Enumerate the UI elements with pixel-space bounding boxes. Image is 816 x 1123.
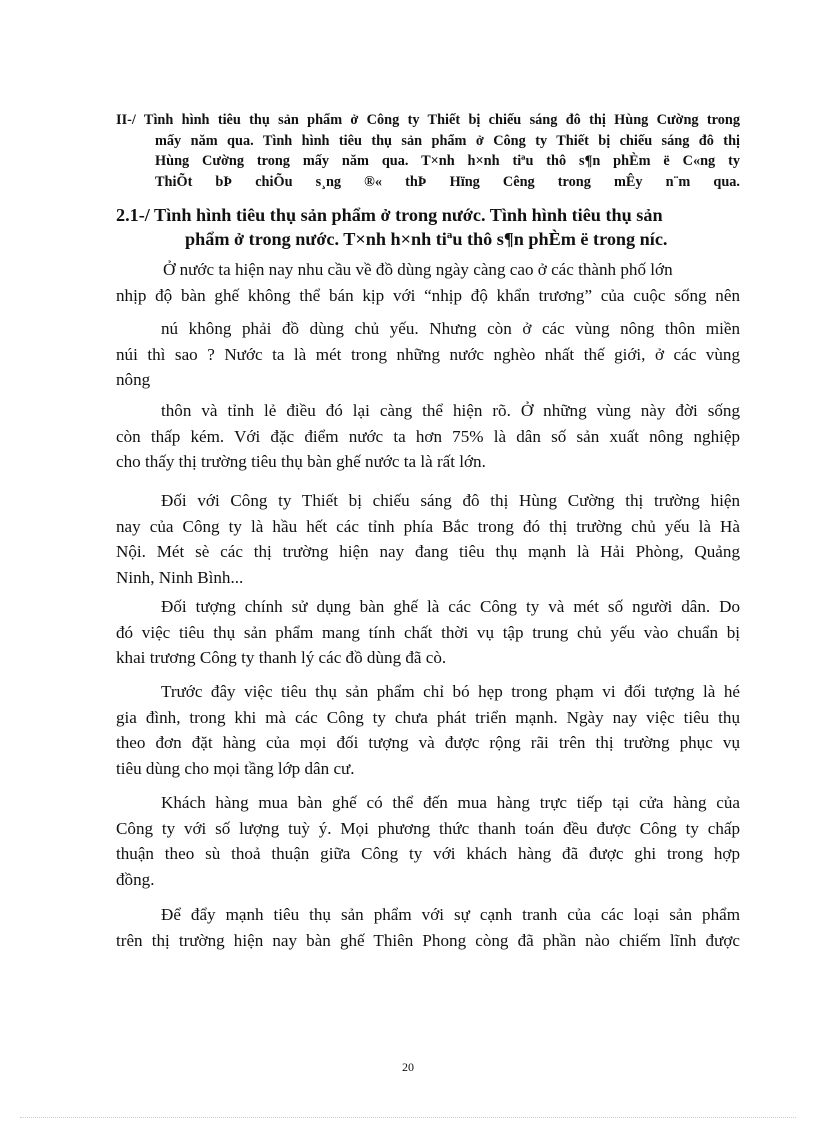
subsection-heading-line: phẩm ở trong nước. T×nh h×nh tiªu thô s¶n phÈm ë trong níc. [185,229,668,249]
section-heading-line: ThiÕt bÞ chiÕu s¸ng ®« thÞ Hïng Cêng trong mÊy n¨m qua. [155,173,740,190]
section-heading-line: II-/ Tình hình tiêu thụ sản phẩm ở Công ty Thiết bị chiếu sáng đô thị Hùng Cường trong [116,112,740,128]
paragraph-line: đó việc tiêu thụ sản phẩm mang tính chất thời vụ tập trung chủ yếu vào chuẩn bị [116,622,740,642]
paragraph [116,679,740,781]
page-number: 20 [402,1060,414,1074]
paragraph-line: thuận theo sù thoả thuận giữa Công ty với khách hàng đã được ghi trong hợp [116,844,740,863]
paragraph-line: khai trương Công ty thanh lý các đồ dùng đã cò. [116,648,447,667]
paragraph-line: nay của Công ty là hầu hết các tỉnh phía Bắc trong đó thị trường chủ yếu là Hà [116,516,740,536]
paragraph-line: Ở nước ta hiện nay nhu cầu về đồ dùng ngày càng cao ở các thành phố lớn [163,260,673,279]
paragraph [116,594,740,671]
paragraph-line: nhịp độ bàn ghế không thể bán kịp với “nhịp độ khẩn trương” của cuộc sống nên [116,285,740,305]
paragraph-line: cho thấy thị trường tiêu thụ bàn ghế nước ta là rất lớn. [116,452,486,471]
paragraph [116,316,740,393]
paragraph-line: thôn và tỉnh lẻ điều đó lại càng thể hiện rõ. Ở những vùng này đời sống [161,401,740,420]
paragraph-line: Khách hàng mua bàn ghế có thể đến mua hàng trực tiếp tại cửa hàng của [161,793,740,812]
paragraph [116,902,740,953]
section-heading-line: Hùng Cường trong mấy năm qua. T×nh h×nh tiªu thô s¶n phÈm ë C«ng ty [155,153,740,169]
paragraph [116,398,740,475]
paragraph-line: Đối với Công ty Thiết bị chiếu sáng đô thị Hùng Cường thị trường hiện [161,491,740,510]
paragraph-line: núi thì sao ? Nước ta là mét trong những nước nghèo nhất thế giới, ở các vùng [116,344,740,364]
paragraph-line: Nội. Mét sè các thị trường hiện nay đang tiêu thụ mạnh là Hải Phòng, Quảng [116,542,740,561]
paragraph-line: Đối tượng chính sử dụng bàn ghế là các Công ty và mét số người dân. Do [161,597,740,616]
paragraph [116,257,740,308]
paragraph-line: đồng. [116,869,155,889]
paragraph-line: gia đình, trong khi mà các Công ty chưa phát triển mạnh. Ngày nay việc tiêu thụ [116,707,740,727]
paragraph [116,488,740,590]
paragraph [116,790,740,892]
paragraph-line: Công ty với số lượng tuỳ ý. Mọi phương thức thanh toán đều được Công ty chấp [116,818,740,838]
section-heading [116,110,740,192]
paragraph-line: trên thị trường hiện nay bàn ghế Thiên Phong còng đã phần nào chiếm lĩnh được [116,930,740,950]
subsection-heading [116,203,740,251]
paragraph-line: nú không phải đồ dùng chủ yếu. Nhưng còn ở các vùng nông thôn miền [161,319,740,338]
paragraph-line: Để đẩy mạnh tiêu thụ sản phẩm với sự cạnh tranh của các loại sản phẩm [161,905,740,924]
section-heading-line: mấy năm qua. Tình hình tiêu thụ sản phẩm ở Công ty Thiết bị chiếu sáng đô thị [155,132,740,149]
paragraph-line: nông [116,370,151,389]
paragraph-line: còn thấp kém. Với đặc điểm nước ta hơn 75% là dân số sản xuất nông nghiệp [116,426,740,446]
paragraph-line: Ninh, Ninh Bình... [116,567,244,587]
page-bottom-divider [20,1117,796,1118]
paragraph-line: theo đơn đặt hàng của mọi đối tượng và được rộng rãi trên thị trường phục vụ [116,733,740,752]
paragraph-line: tiêu dùng cho mọi tầng lớp dân cư. [116,758,355,778]
paragraph-line: Trước đây việc tiêu thụ sản phẩm chỉ bó hẹp trong phạm vi đối tượng là hé [161,682,740,701]
subsection-heading-line: 2.1-/ Tình hình tiêu thụ sản phẩm ở trong nước. Tình hình tiêu thụ sản [116,205,663,225]
